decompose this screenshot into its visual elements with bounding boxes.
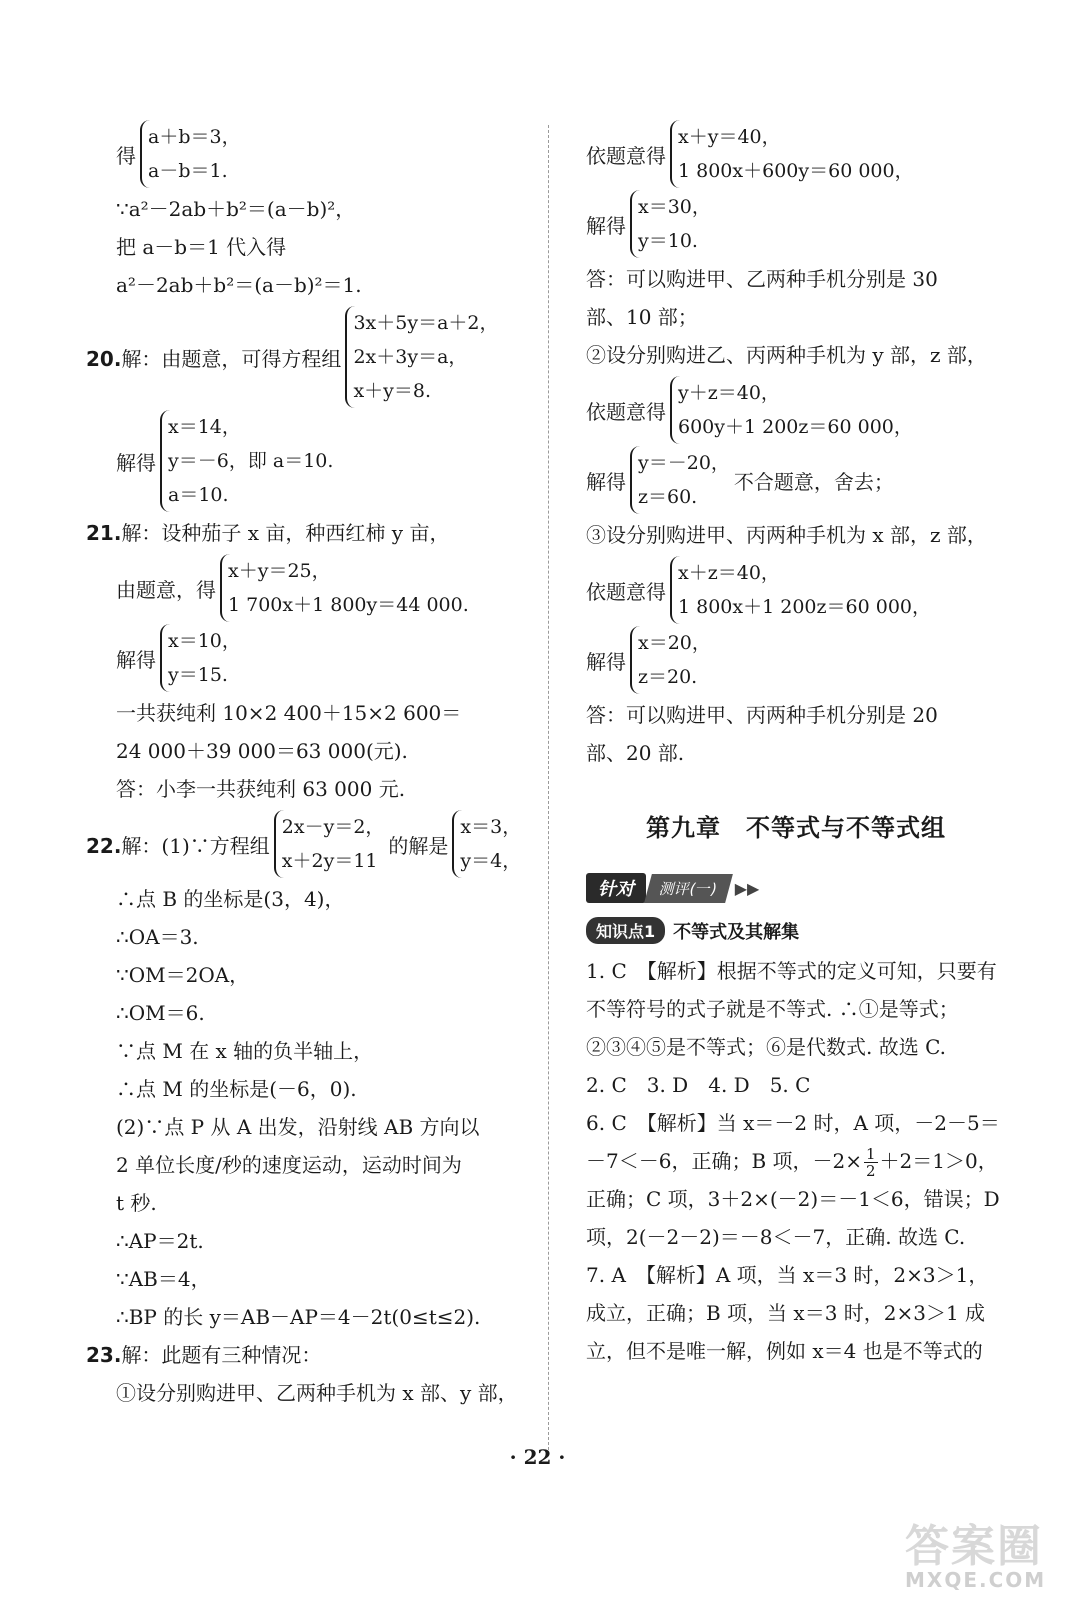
- watermark-url: MXQE.COM: [905, 1568, 1047, 1592]
- chapter-title: 第九章 不等式与不等式组: [646, 814, 946, 842]
- equation: 1 800x＋1 200z＝60 000，: [678, 596, 931, 618]
- equation: x＋z＝40，: [678, 562, 780, 584]
- equation: a－b＝1.: [148, 160, 228, 182]
- q21-solution: [86, 624, 526, 692]
- equation: x＝10，: [168, 630, 241, 652]
- equation: x＋2y＝11: [281, 850, 378, 872]
- r-system-6: [586, 626, 1006, 694]
- text: 解：(1)∵方程组: [121, 833, 270, 858]
- equation: y＝－20，: [638, 452, 730, 474]
- answer-1: 1. C 【解析】根据不等式的定义可知，只要有不等符号的式子就是不等式. ∴①是等式；②③④⑤是不等式；⑥是代数式. 故选 C.: [586, 959, 997, 1059]
- text-line: a²－2ab＋b²＝(a－b)²＝1.: [116, 273, 362, 297]
- text: 依题意得: [586, 143, 666, 168]
- fraction: [864, 1146, 878, 1179]
- right-column: [586, 118, 1006, 1370]
- brace: [630, 190, 711, 258]
- q20-solution: [86, 410, 526, 512]
- brace: [220, 554, 469, 622]
- text: 解：由题意，可得方程组: [121, 346, 342, 371]
- knowledge-point-name: 不等式及其解集: [673, 921, 800, 943]
- text-line: ③设分别购进甲、丙两种手机为 x 部，z 部，: [586, 523, 987, 547]
- text-line: 部、20 部.: [586, 741, 685, 765]
- text-line: 2 单位长度/秒的速度运动，运动时间为: [116, 1153, 462, 1177]
- watermark-logo: 答案圈: [905, 1521, 1043, 1572]
- text-line: (2)∵点 P 从 A 出发，沿射线 AB 方向以: [116, 1115, 480, 1139]
- brace: [670, 120, 914, 188]
- question-number: 22.: [86, 833, 122, 858]
- text: 依题意得: [586, 579, 666, 604]
- numerator: 1: [866, 1145, 876, 1163]
- text: 得: [116, 143, 136, 168]
- brace: [630, 446, 730, 514]
- answer-6-line: [586, 1142, 1006, 1180]
- equation: 3x＋5y＝a＋2，: [353, 312, 499, 334]
- text-line: 24 000＋39 000＝63 000(元).: [116, 739, 408, 763]
- text: ＋2＝1＞0，: [879, 1149, 998, 1173]
- equation: x＝14，: [168, 416, 241, 438]
- equation: x＋y＝25，: [228, 560, 331, 582]
- answer-7: 7. A 【解析】A 项，当 x＝3 时，2×3＞1，成立，正确；B 项，当 x＝3 时，2×3＞1 成立，但不是唯一解，例如 x＝4 也是不等式的: [586, 1263, 989, 1363]
- question-number: 21.: [86, 521, 122, 545]
- text: 解得: [586, 649, 626, 674]
- text-line: 正确；C 项，3＋2×(－2)＝－1＜6，错误；D: [586, 1187, 1000, 1211]
- equation: 1 700x＋1 800y＝44 000.: [228, 594, 469, 616]
- page-number: · 22 ·: [509, 1445, 566, 1469]
- knowledge-point-tag: 知识点1: [586, 917, 665, 944]
- r-system-1: [586, 120, 1006, 188]
- equation: x＝30，: [638, 196, 711, 218]
- brace: [670, 376, 913, 444]
- banner-label: 测评(一): [644, 874, 732, 903]
- equation: y＝－6，即 a＝10.: [168, 450, 334, 472]
- r-system-3: [586, 376, 1006, 444]
- equation: z＝60.: [638, 486, 698, 508]
- text: 解得: [586, 213, 626, 238]
- left-column: [86, 118, 526, 1412]
- text-line: ∴OM＝6.: [116, 1001, 205, 1025]
- brace: [452, 810, 521, 878]
- text-line: ∴点 M 的坐标是(－6，0).: [116, 1077, 357, 1101]
- q20-system: [86, 306, 526, 408]
- text: 由题意，得: [116, 577, 216, 602]
- equation: x＋y＝40，: [678, 126, 781, 148]
- text: 不合题意，舍去；: [733, 469, 894, 494]
- text: 解得: [116, 647, 156, 672]
- text-line: 答：可以购进甲、乙两种手机分别是 30: [586, 267, 938, 291]
- brace: [140, 120, 241, 188]
- text: 解：此题有三种情况：: [121, 1343, 322, 1367]
- equation: a＋b＝3，: [148, 126, 241, 148]
- question-number: 20.: [86, 346, 122, 371]
- equation: a＝10.: [168, 484, 229, 506]
- section-banner: [586, 873, 1006, 903]
- text-line: ①设分别购进甲、乙两种手机为 x 部、y 部，: [116, 1381, 518, 1405]
- text: 依题意得: [586, 399, 666, 424]
- q19-system: [86, 120, 526, 188]
- equation: y＝15.: [168, 664, 228, 686]
- text-line: 项，2(－2－2)＝－8＜－7，正确. 故选 C.: [586, 1225, 966, 1249]
- equation: x＋y＝8.: [353, 380, 432, 402]
- text-line: ∴OA＝3.: [116, 925, 199, 949]
- text-line: ∴BP 的长 y＝AB－AP＝4－2t(0≤t≤2).: [116, 1305, 481, 1329]
- text-line: t 秒.: [116, 1191, 157, 1215]
- text-line: 部、10 部；: [586, 305, 698, 329]
- text-line: ∴点 B 的坐标是(3，4)，: [116, 887, 345, 911]
- text: 解：设种茄子 x 亩，种西红柿 y 亩，: [121, 521, 450, 545]
- equation: 2x－y＝2，: [281, 816, 385, 838]
- r-system-2: [586, 190, 1006, 258]
- equation: x＝3，: [460, 816, 522, 838]
- equation: x＝20，: [638, 632, 711, 654]
- equation: y＋z＝40，: [678, 382, 780, 404]
- knowledge-point: [586, 917, 1006, 944]
- brace: [670, 556, 931, 624]
- text: 解得: [586, 469, 626, 494]
- text: －7＜－6，正确；B 项，－2×: [586, 1149, 862, 1173]
- text-line: ∴AP＝2t.: [116, 1229, 204, 1253]
- q22-system: [86, 810, 526, 878]
- equation: y＝4，: [460, 850, 522, 872]
- brace: [345, 306, 498, 408]
- equation: 600y＋1 200z＝60 000，: [678, 416, 913, 438]
- text-line: 答：可以购进甲、丙两种手机分别是 20: [586, 703, 938, 727]
- brace: [160, 624, 241, 692]
- equation: y＝10.: [638, 230, 698, 252]
- double-arrow-icon: ▶▶: [734, 878, 760, 898]
- brace: [630, 626, 711, 694]
- question-number: 23.: [86, 1343, 122, 1367]
- text: 解得: [116, 450, 156, 475]
- text-line: ∵点 M 在 x 轴的负半轴上，: [116, 1039, 374, 1063]
- brace: [274, 810, 385, 878]
- watermark: [905, 1510, 1055, 1590]
- denominator: 2: [866, 1162, 876, 1180]
- banner-label: 针对: [586, 873, 646, 903]
- column-divider: [548, 125, 549, 1455]
- equation: z＝20.: [638, 666, 698, 688]
- text-line: ∵OM＝2OA，: [116, 963, 250, 987]
- text-line: 一共获纯利 10×2 400＋15×2 600＝: [116, 701, 462, 725]
- text-line: ∵AB＝4，: [116, 1267, 211, 1291]
- r-system-5: [586, 556, 1006, 624]
- brace: [160, 410, 333, 512]
- text: 的解是: [388, 833, 449, 858]
- text-line: ∵a²－2ab＋b²＝(a－b)²，: [116, 197, 356, 221]
- text-line: ②设分别购进乙、丙两种手机为 y 部，z 部，: [586, 343, 987, 367]
- equation: 1 800x＋600y＝60 000，: [678, 160, 914, 182]
- text-line: 答：小李一共获纯利 63 000 元.: [116, 777, 406, 801]
- r-system-4: [586, 446, 1006, 514]
- equation: 2x＋3y＝a，: [353, 346, 468, 368]
- answer-2: 2. C 3. D 4. D 5. C: [586, 1073, 811, 1097]
- text-line: 把 a－b＝1 代入得: [116, 235, 287, 259]
- answer-6: 6. C 【解析】当 x＝－2 时，A 项，－2－5＝: [586, 1111, 1000, 1135]
- q21-system: [86, 554, 526, 622]
